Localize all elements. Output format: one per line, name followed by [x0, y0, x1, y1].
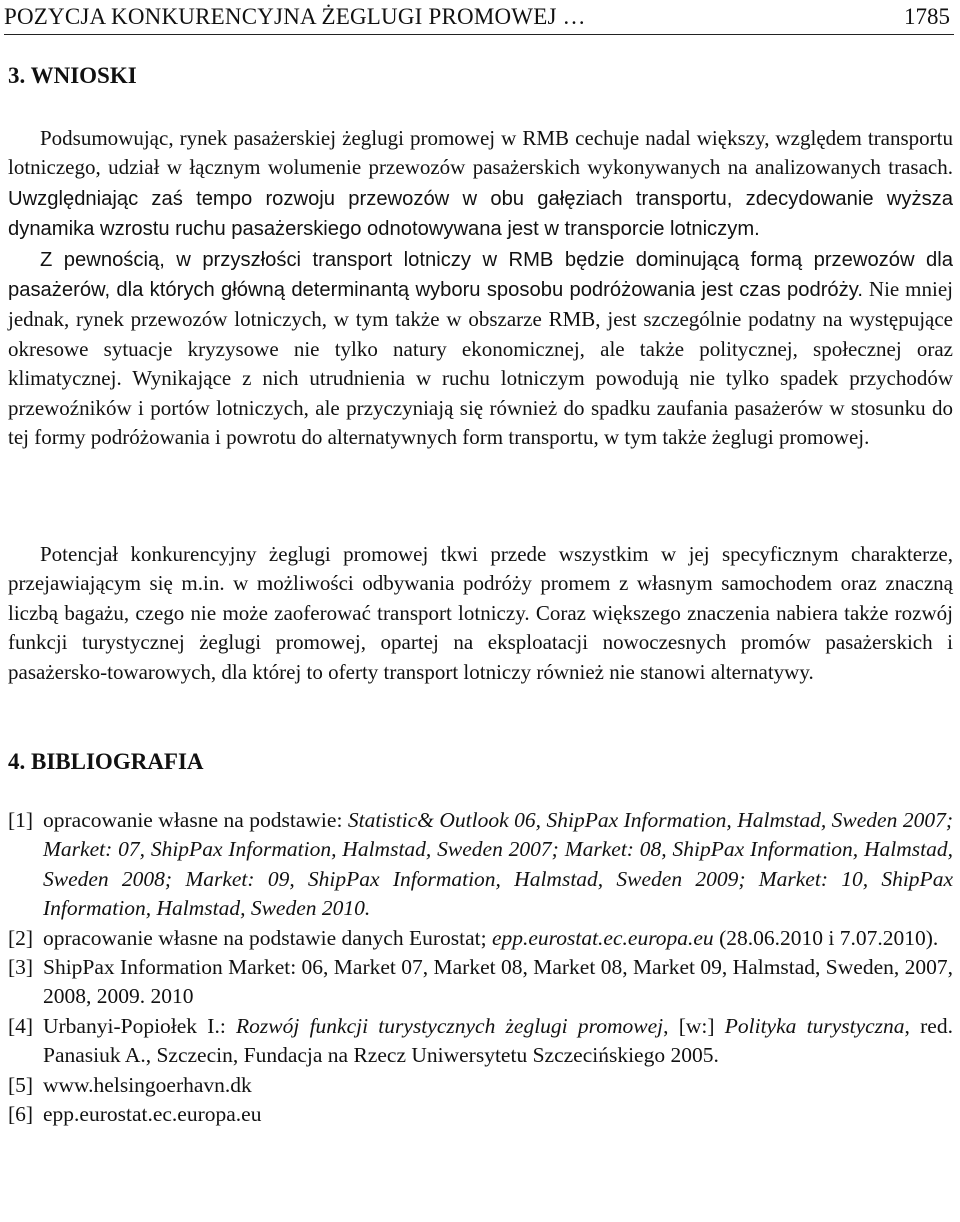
reference-text: opracowanie własne na podstawie danych Eurostat; [43, 925, 492, 950]
bibliography-item [8, 1071, 953, 1100]
reference-link: www.helsingoerhavn.dk [43, 1072, 252, 1097]
potential-text [8, 540, 953, 687]
page-number: 1785 [904, 4, 950, 29]
reference-italic-book: Polityka turystyczna [724, 1013, 905, 1038]
reference-italic-title: Statistic& Outlook 06, ShipPax Information, Halmstad, Sweden 2007; Market: 07, ShipPax Information, Halmstad, Sweden 2007; Market: 08, ShipPax Information, Halmstad, Sweden 2008; Market: 09, ShipPax Information, Halmstad, Sweden 2009; Market: 10, ShipPax Information, Halmstad, Sweden 2010. [43, 808, 953, 921]
running-header [4, 2, 954, 35]
reference-publisher: , red. Panasiuk A., Szczecin, Fundacja na Rzecz Uniwersytetu Szczecińskiego 2005. [43, 1013, 953, 1068]
paragraph-1-serif-text: Podsumowując, rynek pasażerskiej żeglugi promowej w RMB cechuje nadal większy, względem transportu lotniczego, udział w łącznym wolumenie przewozów pasażerskich wykonywanych na analizowanych trasach. [8, 126, 953, 180]
reference-number: [4] [8, 1013, 34, 1038]
reference-author: Urbanyi-Popiołek I.: [43, 1013, 237, 1038]
reference-in: , [w:] [663, 1013, 725, 1038]
paragraph-1-sans-text: Uwzględniając zaś tempo rozwoju przewozów w obu gałęziach transportu, zdecydowanie wyższa dynamika wzrostu ruchu pasażerskiego odnotowywana jest w transporcie lotniczym. [8, 187, 953, 241]
bibliography-item [8, 1012, 953, 1071]
conclusions-text [8, 124, 953, 452]
section-heading-wnioski: 3. WNIOSKI [8, 63, 137, 88]
reference-number: [3] [8, 955, 34, 980]
bibliography-item [8, 806, 953, 924]
bibliography-item [8, 924, 953, 953]
reference-italic-title: Rozwój funkcji turystycznych żeglugi promowej [236, 1013, 664, 1038]
bibliography-item [8, 1100, 953, 1129]
reference-dates: (28.06.2010 i 7.07.2010). [713, 925, 939, 950]
bibliography-item [8, 953, 953, 1012]
header-title: POZYCJA KONKURENCYJNA ŻEGLUGI PROMOWEJ … [4, 4, 586, 29]
reference-number: [6] [8, 1102, 34, 1127]
conclusions-paragraph-1 [8, 124, 953, 245]
paragraph-2-serif-text: Nie mniej jednak, rynek przewozów lotniczych, w tym także w obszarze RMB, jest szczególnie podatny na występujące okresowe sytuacje kryzysowe nie tylko natury ekonomicznej, ale także politycznej, społecznej oraz klimatycznej. Wynikające z nich utrudnienia w ruchu lotniczym powodują nie tylko spadek przychodów przewoźników i portów lotniczych, ale przyczyniają się również do spadku zaufania pasażerów w stosunku do tej formy podróżowania i powrotu do alternatywnych form transportu, w tym także żeglugi promowej. [8, 277, 953, 450]
conclusions-paragraph-3: Potencjał konkurencyjny żeglugi promowej tkwi przede wszystkim w jej specyficznym charakterze, przejawiającym się m.in. w możliwości odbywania podróży promem z własnym samochodem oraz znaczną liczbą bagażu, czego nie może zaoferować transport lotniczy. Coraz większego znaczenia nabiera także rozwój funkcji turystycznej żeglugi promowej, opartej na eksploatacji nowoczesnych promów pasażerskich i pasażersko-towarowych, dla której to oferty transport lotniczy również nie stanowi alternatywy. [8, 542, 953, 684]
reference-text: ShipPax Information Market: 06, Market 07, Market 08, Market 08, Market 09, Halmstad, Sweden, 2007, 2008, 2009. 2010 [43, 955, 953, 1009]
reference-number: [1] [8, 808, 34, 832]
reference-text: opracowanie własne na podstawie: [43, 808, 348, 832]
reference-link: epp.eurostat.ec.europa.eu [43, 1102, 262, 1127]
reference-number: [2] [8, 925, 34, 950]
conclusions-paragraph-2 [8, 245, 953, 453]
reference-italic-link: epp.eurostat.ec.europa.eu [491, 925, 714, 950]
paragraph-2-sans-text: Z pewnością, w przyszłości transport lotniczy w RMB będzie dominującą formą przewozów dla pasażerów, dla których główną determinantą wyboru sposobu podróżowania jest czas podróży. [8, 248, 953, 302]
bibliography-list [8, 806, 953, 1129]
reference-number: [5] [8, 1072, 34, 1097]
section-heading-bibliografia: 4. BIBLIOGRAFIA [8, 749, 204, 774]
